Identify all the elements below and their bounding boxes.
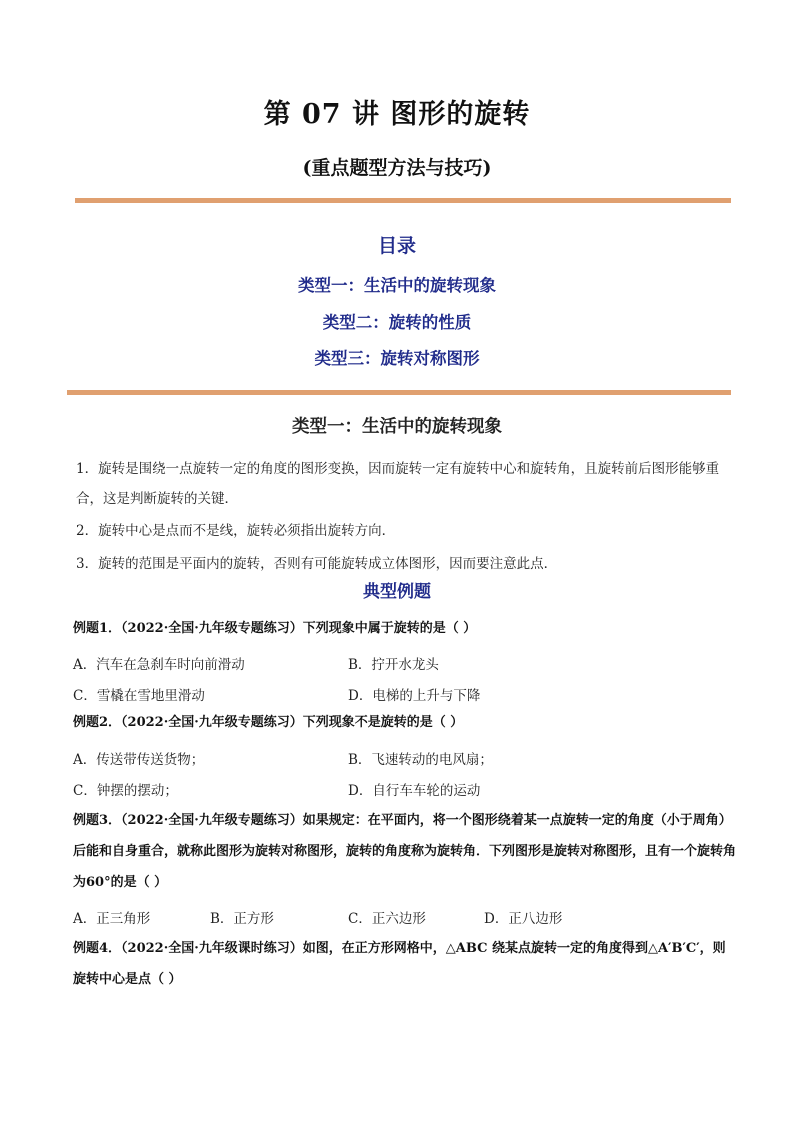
page-subtitle: (重点题型方法与技巧) — [302, 157, 492, 179]
example-1-option-c: C．雪橇在雪地里滑动 — [73, 688, 205, 704]
key-point-3: 3．旋转的范围是平面内的旋转，否则有可能旋转成立体图形，因而要注意此点． — [76, 556, 558, 572]
example-2-option-a: A．传送带传送货物； — [73, 752, 205, 768]
toc-heading: 目录 — [377, 235, 416, 257]
key-point-2: 2．旋转中心是点而不是线，旋转必须指出旋转方向． — [76, 523, 396, 539]
toc-item-type1[interactable]: 类型一：生活中的旋转现象 — [298, 276, 496, 295]
toc-item-type3[interactable]: 类型三：旋转对称图形 — [314, 349, 480, 368]
example-1-stem: 例题1．（2022·全国·九年级专题练习）下列现象中属于旋转的是（ ） — [73, 621, 477, 636]
example-2-option-b: B．飞速转动的电风扇； — [348, 752, 493, 768]
example-3-option-b: B．正方形 — [210, 911, 274, 927]
example-2-option-d: D．自行车车轮的运动 — [348, 783, 481, 799]
page-title: 第 07 讲 图形的旋转 — [263, 99, 531, 130]
example-3-option-d: D．正八边形 — [484, 911, 563, 927]
example-1-option-b: B．拧开水龙头 — [348, 657, 439, 673]
toc-item-type2[interactable]: 类型二：旋转的性质 — [322, 313, 472, 332]
key-point-1: 1．旋转是围绕一点旋转一定的角度的图形变换，因而旋转一定有旋转中心和旋转角，且旋转前后图形能够重合，这是判断旋转的关键． — [76, 461, 720, 507]
example-3-option-a: A．正三角形 — [73, 911, 151, 927]
example-2-stem: 例题2．（2022·全国·九年级专题练习）下列现象不是旋转的是（ ） — [73, 715, 464, 730]
divider-top — [75, 198, 731, 203]
example-1-option-a: A．汽车在急刹车时向前滑动 — [73, 657, 245, 673]
example-3-option-c: C．正六边形 — [348, 911, 426, 927]
examples-heading: 典型例题 — [363, 582, 431, 602]
section-heading: 类型一：生活中的旋转现象 — [292, 417, 502, 437]
example-1-option-d: D．电梯的上升与下降 — [348, 688, 481, 704]
example-3-stem: 例题3．（2022·全国·九年级专题练习）如果规定：在平面内，将一个图形绕着某一点旋转一定的角度（小于周角）后能和自身重合，就称此图形为旋转对称图形，旋转的角度称为旋转角．下列图形是旋转对称图形，且有一个旋转角为60°的是（ ） — [73, 813, 737, 890]
example-4-stem: 例题4．（2022·全国·九年级课时练习）如图，在正方形网格中，△ABC 绕某点旋转一定的角度得到△A′B′C′，则旋转中心是点（ ） — [73, 941, 726, 987]
example-2-option-c: C．钟摆的摆动； — [73, 783, 178, 799]
divider-bottom — [67, 390, 731, 395]
